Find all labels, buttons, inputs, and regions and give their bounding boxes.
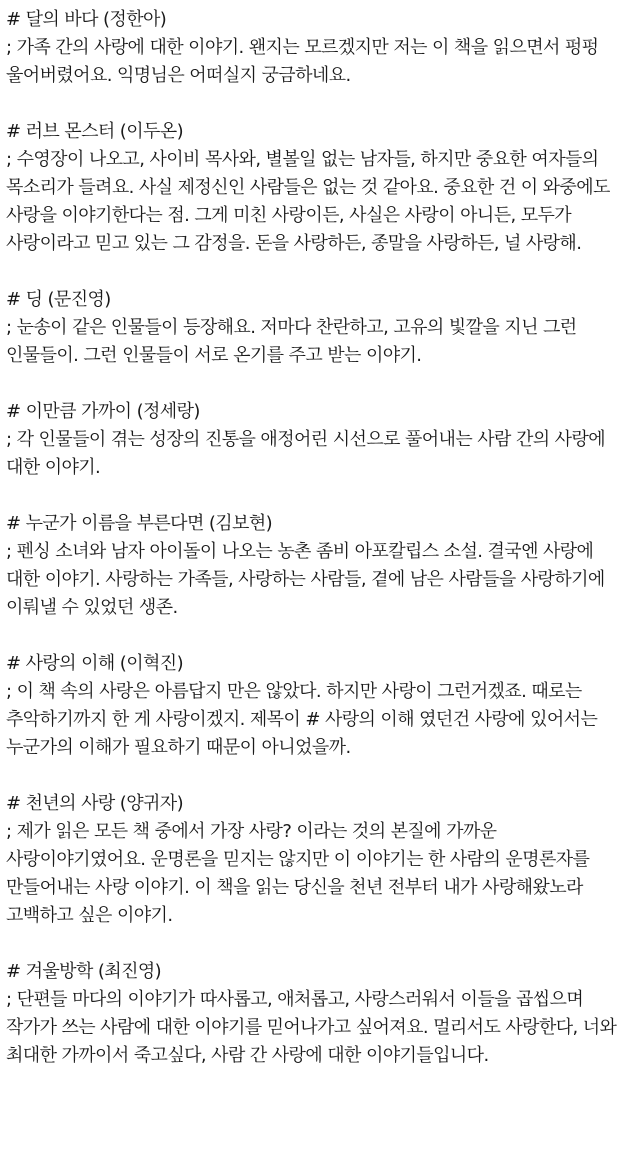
book-entry-6 [6,650,630,762]
book-title: # 겨울방학 (최진영) [6,961,162,982]
book-entry-1 [6,6,630,90]
book-review: ; 제가 읽은 모든 책 중에서 가장 사랑? 이라는 것의 본질에 가까운 사랑이야기였어요. 운명론을 믿지는 않지만 이 이야기는 한 사람의 운명론자를 만들어내는 사랑 이야기. 이 책을 읽는 당신을 천년 전부터 내가 사랑해왔노라 고백하고 싶은 이야기. [6,821,590,926]
book-review: ; 이 책 속의 사랑은 아름답지 만은 않았다. 하지만 사랑이 그런거겠죠. 때로는 추악하기까지 한 게 사랑이겠지. 제목이 # 사랑의 이해 였던건 사랑에 있어서는 누군가의 이해가 필요하기 때문이 아니었을까. [6,681,598,758]
book-review: ; 각 인물들이 겪는 성장의 진통을 애정어린 시선으로 풀어내는 사람 간의 사랑에 대한 이야기. [6,429,606,478]
book-entry-5 [6,510,630,622]
book-review: ; 가족 간의 사랑에 대한 이야기. 왠지는 모르겠지만 저는 이 책을 읽으면서 펑펑 울어버렸어요. 익명님은 어떠실지 궁금하네요. [6,37,599,86]
book-entry-8 [6,958,630,1070]
book-title: # 누군가 이름을 부른다면 (김보현) [6,513,273,534]
book-title: # 이만큼 가까이 (정세랑) [6,401,200,422]
book-title: # 달의 바다 (정한아) [6,9,167,30]
book-review: ; 펜싱 소녀와 남자 아이돌이 나오는 농촌 좀비 아포칼립스 소설. 결국엔 사랑에 대한 이야기. 사랑하는 가족들, 사랑하는 사람들, 곁에 남은 사람들을 사랑하기에 이뤄낼 수 있었던 생존. [6,541,605,618]
book-review: ; 수영장이 나오고, 사이비 목사와, 별볼일 없는 남자들, 하지만 중요한 여자들의 목소리가 들려요. 사실 제정신인 사람들은 없는 것 같아요. 중요한 건 이 와중에도 사랑을 이야기한다는 점. 그게 미친 사랑이든, 사실은 사랑이 아니든, 모두가 사랑이라고 믿고 있는 그 감정을. 돈을 사랑하든, 종말을 사랑하든, 널 사랑해. [6,149,610,254]
book-entry-3 [6,286,630,370]
book-title: # 사랑의 이해 (이혁진) [6,653,183,674]
book-title: # 천년의 사랑 (양귀자) [6,793,183,814]
book-title: # 딩 (문진영) [6,289,111,310]
book-entry-7 [6,790,630,930]
book-title: # 러브 몬스터 (이두온) [6,121,183,142]
book-review: ; 단편들 마다의 이야기가 따사롭고, 애처롭고, 사랑스러워서 이들을 곱씹으며 작가가 쓰는 사람에 대한 이야기를 믿어나가고 싶어져요. 멀리서도 사랑한다, 너와 최대한 가까이서 죽고싶다, 사람 간 사랑에 대한 이야기들입니다. [6,989,617,1066]
book-review: ; 눈송이 같은 인물들이 등장해요. 저마다 찬란하고, 고유의 빛깔을 지닌 그런 인물들이. 그런 인물들이 서로 온기를 주고 받는 이야기. [6,317,577,366]
book-entry-4 [6,398,630,482]
book-entry-2 [6,118,630,258]
